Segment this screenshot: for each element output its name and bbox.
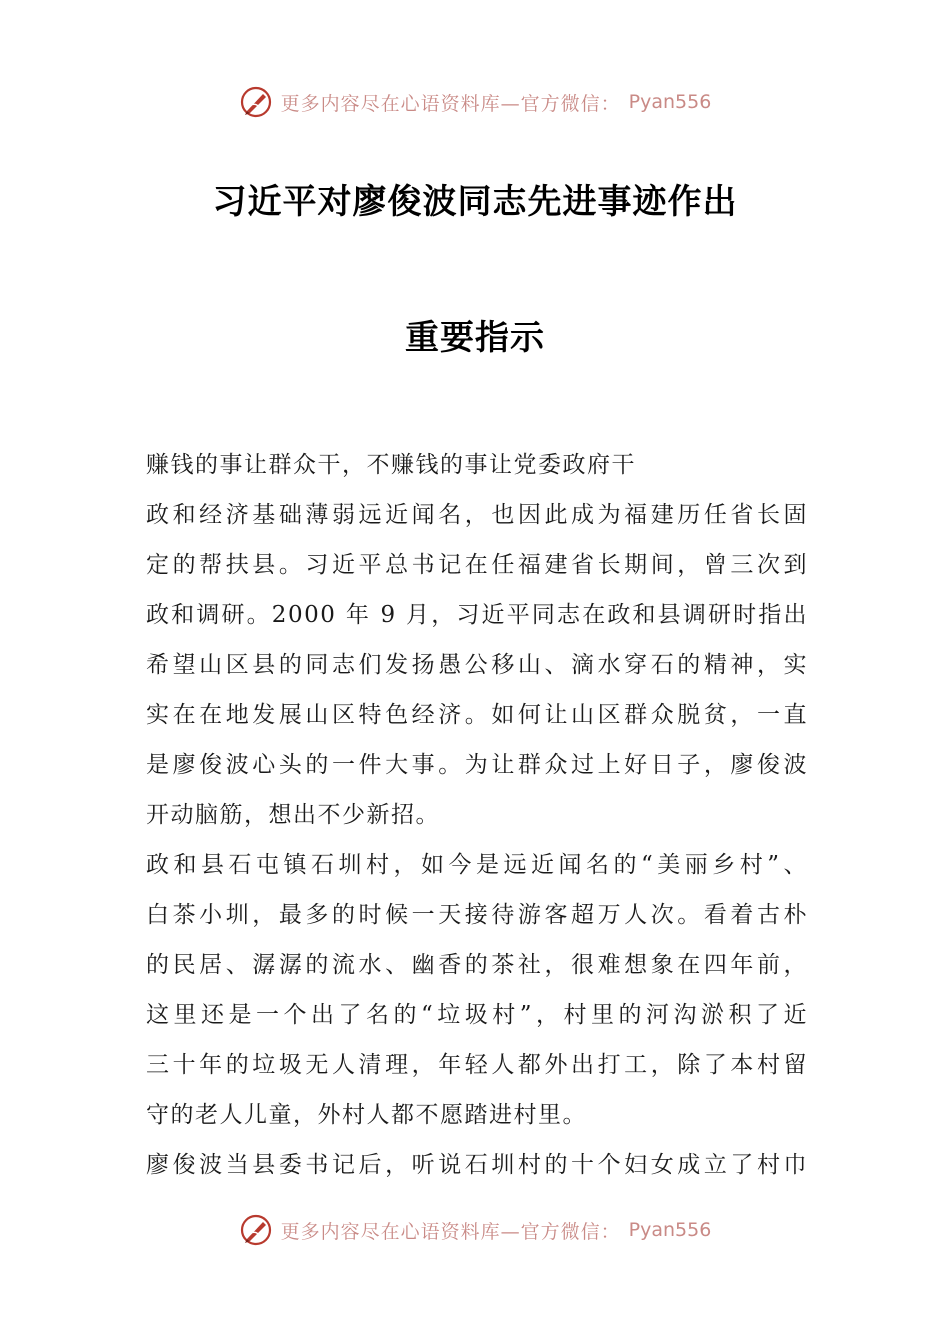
body-line: 廖俊波当县委书记后，听说石圳村的十个妇女成立了村巾 [146,1152,808,1178]
watermark-brand: Pyan556 [628,1219,712,1241]
page-title-line-1: 习近平对廖俊波同志先进事迹作出 [212,182,738,222]
body-line: 这里还是一个出了名的“垃圾村”，村里的河沟淤积了近 [146,1002,808,1028]
body-line: 赚钱的事让群众干，不赚钱的事让党委政府干 [146,452,636,478]
document-body [146,440,808,1190]
body-line: 政和经济基础薄弱远近闻名，也因此成为福建历任省长固 [146,502,808,528]
page-title-line-2: 重要指示 [405,318,545,358]
body-line: 的民居、潺潺的流水、幽香的茶社，很难想象在四年前， [146,952,808,978]
body-line: 政和调研。2000 年 9 月，习近平同志在政和县调研时指出 [146,602,808,628]
body-line: 希望山区县的同志们发扬愚公移山、滴水穿石的精神，实 [146,652,808,678]
body-line: 白茶小圳，最多的时候一天接待游客超万人次。看着古朴 [146,902,808,928]
watermark-brand: Pyan556 [628,91,712,113]
header-watermark [0,82,950,122]
body-line: 实在在地发展山区特色经济。如何让山区群众脱贫，一直 [146,702,808,728]
watermark-text: 更多内容尽在心语资料库—官方微信： [280,1220,621,1243]
body-line: 三十年的垃圾无人清理，年轻人都外出打工，除了本村留 [146,1052,808,1078]
body-line: 是廖俊波心头的一件大事。为让群众过上好日子，廖俊波 [146,752,808,778]
pen-logo-icon [239,1213,273,1247]
body-line: 开动脑筋，想出不少新招。 [146,802,440,828]
footer-watermark [0,1210,950,1250]
pen-logo-icon [239,85,273,119]
body-line: 守的老人儿童，外村人都不愿踏进村里。 [146,1102,587,1128]
body-line: 政和县石屯镇石圳村，如今是远近闻名的“美丽乡村”、 [146,852,808,878]
watermark-text: 更多内容尽在心语资料库—官方微信： [280,92,621,115]
body-line: 定的帮扶县。习近平总书记在任福建省长期间，曾三次到 [146,552,808,578]
